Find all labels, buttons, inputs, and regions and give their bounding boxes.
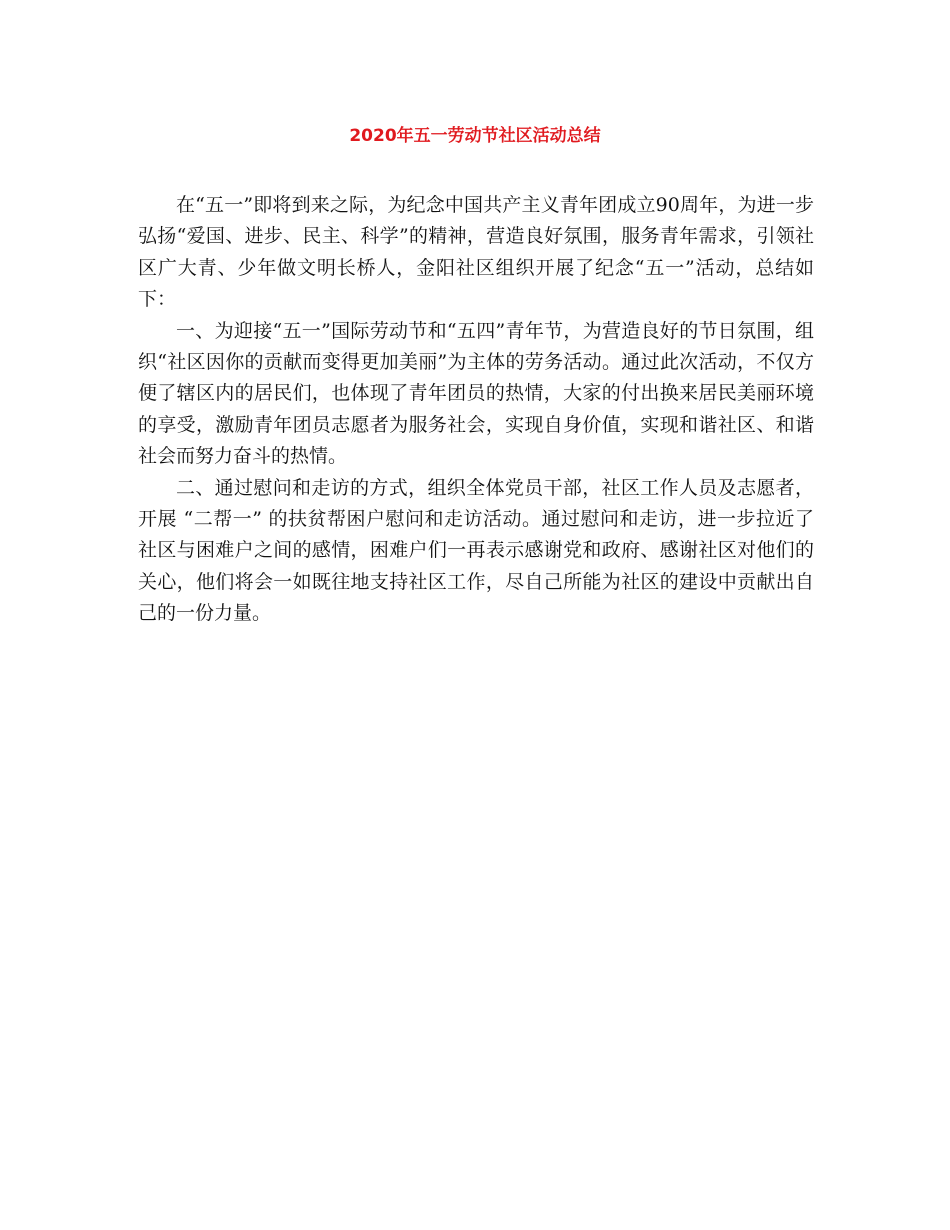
paragraph-intro: 在“五一”即将到来之际，为纪念中国共产主义青年团成立90周年，为进一步弘扬“爱国、进步、民主、科学”的精神，营造良好氛围，服务青年需求，引领社区广大青、少年做文明长桥人，金阳社区组织开展了纪念“五一”活动，总结如下： (138, 194, 814, 311)
paragraph-section-two: 二、通过慰问和走访的方式，组织全体党员干部，社区工作人员及志愿者，开展 “二帮一” 的扶贫帮困户慰问和走访活动。通过慰问和走访，进一步拉近了社区与困难户之间的感情，困难户们一再表示感谢党和政府、感谢社区对他们的关心，他们将会一如既往地支持社区工作，尽自己所能为社区的建设中贡献出自己的一份力量。 (138, 476, 814, 625)
paragraph-section-one: 一、为迎接“五一”国际劳动节和“五四”青年节，为营造良好的节日氛围，组织“社区因你的贡献而变得更加美丽”为主体的劳务活动。通过此次活动，不仅方便了辖区内的居民们，也体现了青年团员的热情，大家的付出换来居民美丽环境的享受，激励青年团员志愿者为服务社会，实现自身价值，实现和谐社区、和谐社会而努力奋斗的热情。 (138, 319, 814, 468)
document-title: 2020年五一劳动节社区活动总结 (349, 126, 601, 146)
document-body (138, 190, 814, 630)
